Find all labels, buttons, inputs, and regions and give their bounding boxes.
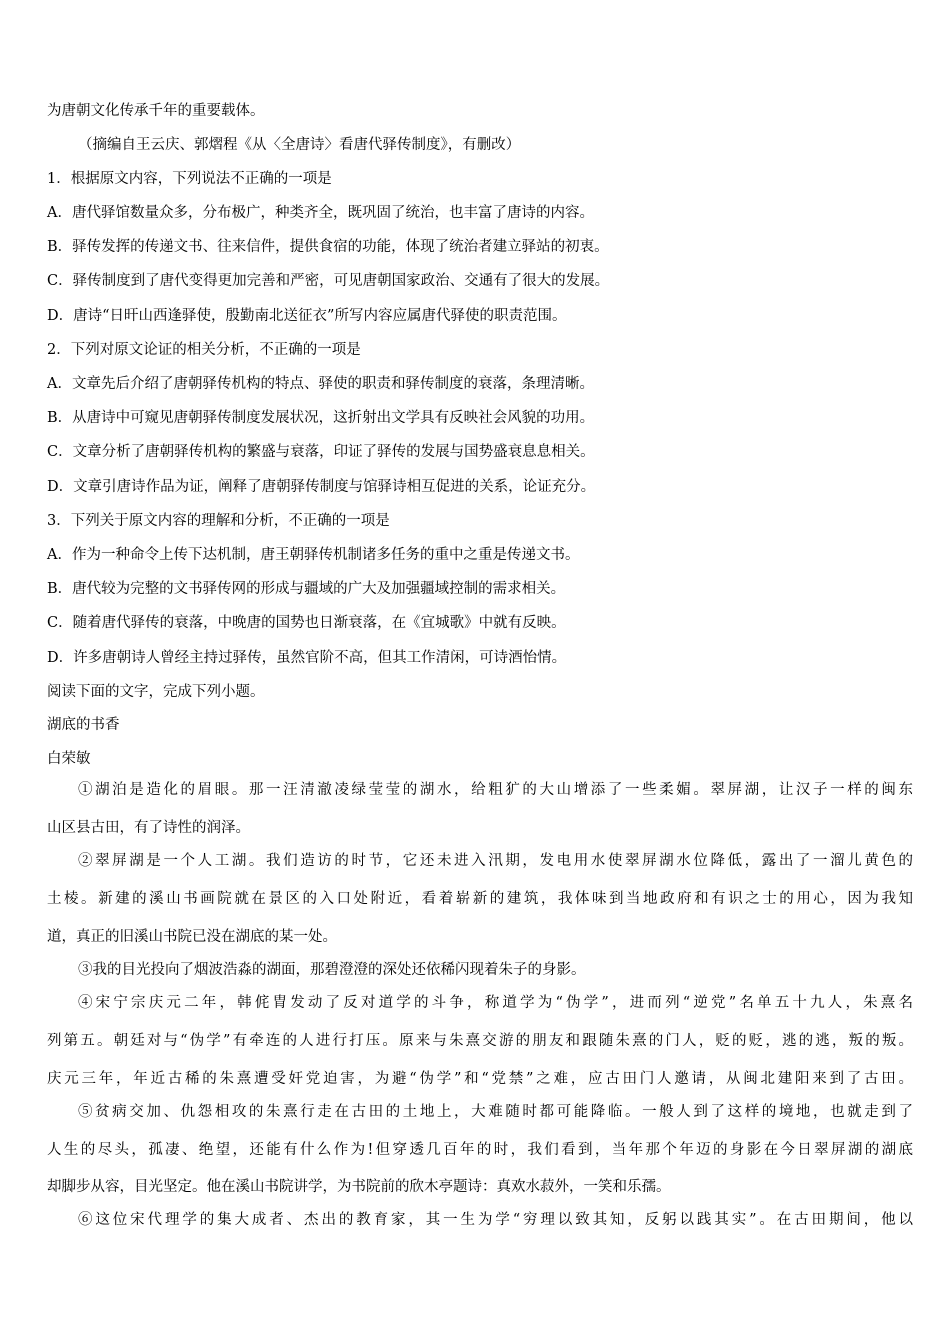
question-2-option-c: C．文章分析了唐朝驿传机构的繁盛与衰落，印证了驿传的发展与国势盛衰息息相关。	[47, 444, 595, 460]
question-2-option-b: B．从唐诗中可窥见唐朝驿传制度发展状况，这折射出文学具有反映社会风貌的功用。	[47, 410, 595, 426]
essay-paragraph-line: ②翠屏湖是一个人工湖。我们造访的时节，它还未进入汛期，发电用水使翠屏湖水位降低，露出了一溜儿黄色的	[78, 853, 913, 869]
essay-paragraph-line: 却脚步从容，目光坚定。他在溪山书院讲学，为书院前的欣木亭题诗：真欢水菽外，一笑和乐孺。	[47, 1179, 671, 1195]
question-3-option-b: B．唐代较为完整的文书驿传网的形成与疆域的广大及加强疆域控制的需求相关。	[47, 581, 566, 597]
question-1-option-c: C．驿传制度到了唐代变得更加完善和严密，可见唐朝国家政治、交通有了很大的发展。	[47, 273, 610, 289]
essay-paragraph-line: ⑤贫病交加、仇怨相攻的朱熹行走在古田的土地上，大难随时都可能降临。一般人到了这样的境地，也就走到了	[78, 1104, 913, 1120]
question-3-stem: 3．下列关于原文内容的理解和分析，不正确的一项是	[47, 513, 390, 529]
essay-title: 湖底的书香	[47, 717, 120, 733]
essay-paragraph-line: 列第五。朝廷对与“伪学”有牵连的人进行打压。原来与朱熹交游的朋友和跟随朱熹的门人，贬的贬，逃的逃，叛的叛。	[47, 1033, 913, 1049]
question-2-option-a: A．文章先后介绍了唐朝驿传机构的特点、驿使的职责和驿传制度的衰落，条理清晰。	[47, 376, 594, 392]
question-1-option-a: A．唐代驿馆数量众多，分布极广，种类齐全，既巩固了统治，也丰富了唐诗的内容。	[47, 205, 594, 221]
essay-paragraph-line: ⑥这位宋代理学的集大成者、杰出的教育家，其一生为学“穷理以致其知，反躬以践其实”。在古田期间，他以	[78, 1212, 913, 1228]
essay-paragraph-line: 道，真正的旧溪山书院已没在湖底的某一处。	[47, 929, 337, 945]
essay-paragraph-line: ④宋宁宗庆元二年，韩侂胄发动了反对道学的斗争，称道学为“伪学”，进而列“逆党”名单五十九人，朱熹名	[78, 995, 913, 1011]
top-line: 为唐朝文化传承千年的重要载体。	[47, 103, 265, 119]
question-3-option-d: D．许多唐朝诗人曾经主持过驿传，虽然官阶不高，但其工作清闲，可诗酒怡情。	[47, 650, 567, 666]
question-2-option-d: D．文章引唐诗作品为证，阐释了唐朝驿传制度与馆驿诗相互促进的关系，论证充分。	[47, 479, 596, 495]
essay-paragraph-line: 庆元三年，年近古稀的朱熹遭受奸党迫害，为避“伪学”和“党禁”之难，应古田门人邀请，从闽北建阳来到了古田。	[47, 1071, 913, 1087]
question-1-option-b: B．驿传发挥的传递文书、往来信件，提供食宿的功能，体现了统治者建立驿站的初衷。	[47, 239, 609, 255]
question-2-stem: 2．下列对原文论证的相关分析，不正确的一项是	[47, 342, 361, 358]
question-3-option-a: A．作为一种命令上传下达机制，唐王朝驿传机制诸多任务的重中之重是传递文书。	[47, 547, 580, 563]
essay-paragraph-line: 山区县古田，有了诗性的润泽。	[47, 820, 250, 836]
essay-paragraph-line: 人生的尽头，孤凄、绝望，还能有什么作为!但穿透几百年的时，我们看到，当年那个年迈的身影在今日翠屏湖的湖底	[47, 1142, 913, 1158]
question-1-option-d: D．唐诗“日旰山西逢驿使，殷勤南北送征衣”所写内容应属唐代驿使的职责范围。	[47, 308, 567, 324]
question-3-option-c: C．随着唐代驿传的衰落，中晚唐的国势也日渐衰落，在《宜城歌》中就有反映。	[47, 615, 566, 631]
essay-paragraph-line: ③我的目光投向了烟波浩淼的湖面，那碧澄澄的深处还依稀闪现着朱子的身影。	[78, 962, 586, 978]
question-1-stem: 1．根据原文内容，下列说法不正确的一项是	[47, 171, 332, 187]
source-note: （摘编自王云庆、郭熠程《从〈全唐诗〉看唐代驿传制度》，有删改）	[78, 137, 521, 153]
reading-instruction: 阅读下面的文字，完成下列小题。	[47, 684, 265, 700]
essay-paragraph-line: ①湖泊是造化的眉眼。那一汪清澈凌绿莹莹的湖水，给粗犷的大山增添了一些柔媚。翠屏湖，让汉子一样的闽东	[78, 782, 913, 798]
essay-author: 白荣敏	[47, 751, 91, 767]
essay-paragraph-line: 土棱。新建的溪山书画院就在景区的入口处附近，看着崭新的建筑，我体味到当地政府和有识之士的用心，因为我知	[47, 891, 913, 907]
